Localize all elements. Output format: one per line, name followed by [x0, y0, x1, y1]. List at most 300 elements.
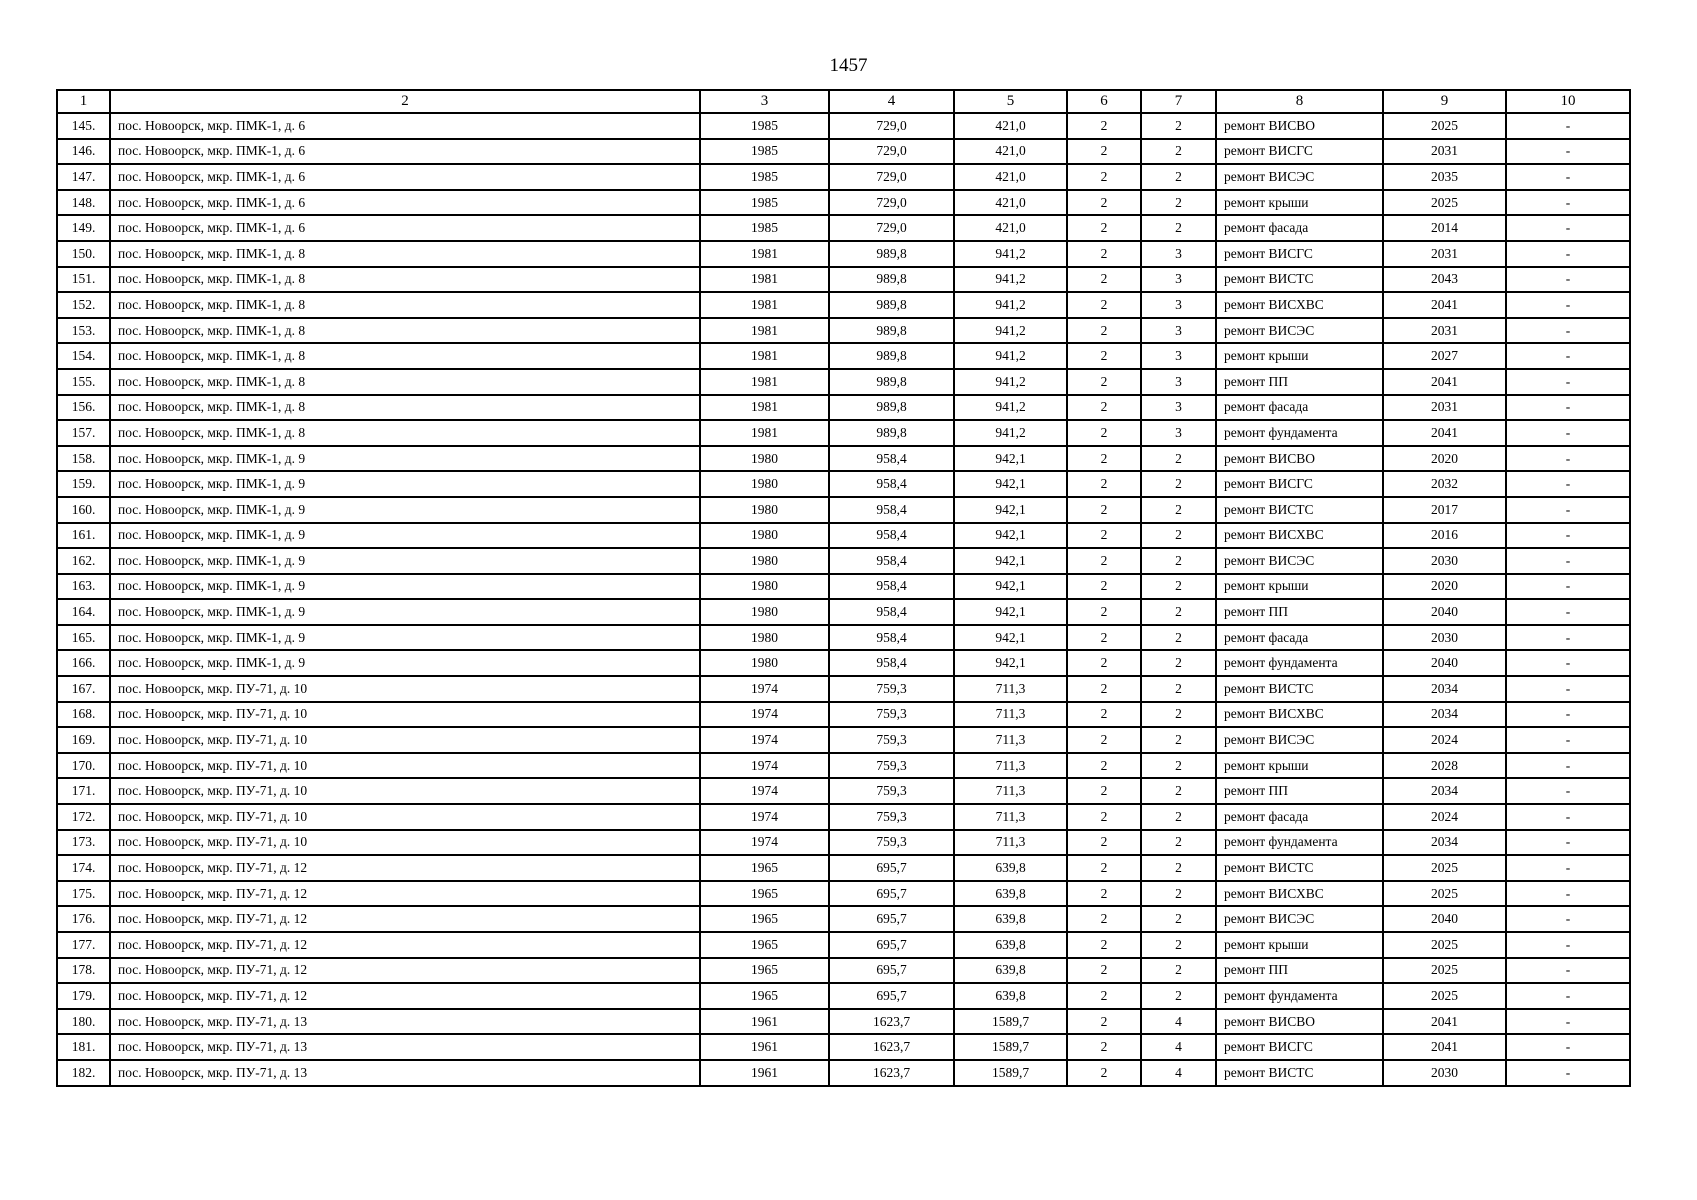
- col-9-cell: 2040: [1383, 650, 1506, 676]
- col-4-cell: 958,4: [829, 650, 954, 676]
- row-number-cell: 146.: [57, 139, 110, 165]
- row-number-cell: 173.: [57, 830, 110, 856]
- row-number-cell: 165.: [57, 625, 110, 651]
- col-5-cell: 421,0: [954, 190, 1067, 216]
- column-header-3: 3: [700, 90, 829, 113]
- col-10-cell: -: [1506, 343, 1630, 369]
- column-header-7: 7: [1141, 90, 1216, 113]
- work-type-cell: ремонт ВИСЭС: [1216, 548, 1383, 574]
- col-5-cell: 1589,7: [954, 1060, 1067, 1086]
- col-5-cell: 639,8: [954, 855, 1067, 881]
- col-4-cell: 958,4: [829, 523, 954, 549]
- work-type-cell: ремонт ВИСЭС: [1216, 164, 1383, 190]
- address-cell: пос. Новоорск, мкр. ПУ-71, д. 13: [110, 1060, 700, 1086]
- table-row: [57, 727, 1630, 753]
- column-header-1: 1: [57, 90, 110, 113]
- row-number-cell: 179.: [57, 983, 110, 1009]
- col-9-cell: 2041: [1383, 369, 1506, 395]
- col-9-cell: 2030: [1383, 1060, 1506, 1086]
- work-type-cell: ремонт фасада: [1216, 215, 1383, 241]
- row-number-cell: 161.: [57, 523, 110, 549]
- address-cell: пос. Новоорск, мкр. ПУ-71, д. 13: [110, 1009, 700, 1035]
- col-4-cell: 958,4: [829, 548, 954, 574]
- col-9-cell: 2041: [1383, 1009, 1506, 1035]
- col-5-cell: 711,3: [954, 830, 1067, 856]
- address-cell: пос. Новоорск, мкр. ПМК-1, д. 6: [110, 190, 700, 216]
- address-cell: пос. Новоорск, мкр. ПМК-1, д. 8: [110, 369, 700, 395]
- col-3-cell: 1981: [700, 369, 829, 395]
- col-5-cell: 711,3: [954, 676, 1067, 702]
- table-row: [57, 267, 1630, 293]
- row-number-cell: 178.: [57, 958, 110, 984]
- table-row: [57, 958, 1630, 984]
- col-6-cell: 2: [1067, 958, 1141, 984]
- col-6-cell: 2: [1067, 190, 1141, 216]
- address-cell: пос. Новоорск, мкр. ПУ-71, д. 10: [110, 830, 700, 856]
- col-10-cell: -: [1506, 650, 1630, 676]
- table-row: [57, 1009, 1630, 1035]
- table-row: [57, 855, 1630, 881]
- row-number-cell: 172.: [57, 804, 110, 830]
- work-type-cell: ремонт фундамента: [1216, 650, 1383, 676]
- address-cell: пос. Новоорск, мкр. ПМК-1, д. 8: [110, 292, 700, 318]
- row-number-cell: 174.: [57, 855, 110, 881]
- work-type-cell: ремонт ПП: [1216, 599, 1383, 625]
- table-row: [57, 702, 1630, 728]
- table-row: [57, 292, 1630, 318]
- col-4-cell: 729,0: [829, 113, 954, 139]
- col-5-cell: 421,0: [954, 139, 1067, 165]
- col-7-cell: 2: [1141, 804, 1216, 830]
- col-4-cell: 989,8: [829, 318, 954, 344]
- work-type-cell: ремонт ПП: [1216, 778, 1383, 804]
- col-7-cell: 4: [1141, 1009, 1216, 1035]
- col-5-cell: 941,2: [954, 241, 1067, 267]
- address-cell: пос. Новоорск, мкр. ПУ-71, д. 10: [110, 753, 700, 779]
- work-type-cell: ремонт фасада: [1216, 625, 1383, 651]
- table-row: [57, 983, 1630, 1009]
- col-6-cell: 2: [1067, 267, 1141, 293]
- col-6-cell: 2: [1067, 446, 1141, 472]
- work-type-cell: ремонт ВИСЭС: [1216, 906, 1383, 932]
- col-9-cell: 2014: [1383, 215, 1506, 241]
- col-5-cell: 639,8: [954, 932, 1067, 958]
- col-3-cell: 1981: [700, 343, 829, 369]
- row-number-cell: 162.: [57, 548, 110, 574]
- col-3-cell: 1980: [700, 471, 829, 497]
- col-9-cell: 2025: [1383, 190, 1506, 216]
- column-header-2: 2: [110, 90, 700, 113]
- table-row: [57, 190, 1630, 216]
- col-6-cell: 2: [1067, 932, 1141, 958]
- work-type-cell: ремонт крыши: [1216, 190, 1383, 216]
- col-5-cell: 421,0: [954, 113, 1067, 139]
- col-7-cell: 3: [1141, 267, 1216, 293]
- col-5-cell: 711,3: [954, 753, 1067, 779]
- col-7-cell: 2: [1141, 855, 1216, 881]
- col-6-cell: 2: [1067, 471, 1141, 497]
- col-7-cell: 2: [1141, 599, 1216, 625]
- col-10-cell: -: [1506, 804, 1630, 830]
- col-3-cell: 1985: [700, 215, 829, 241]
- table-row: [57, 113, 1630, 139]
- col-7-cell: 2: [1141, 702, 1216, 728]
- col-6-cell: 2: [1067, 113, 1141, 139]
- col-10-cell: -: [1506, 318, 1630, 344]
- col-4-cell: 958,4: [829, 599, 954, 625]
- page-number: 1457: [829, 55, 868, 76]
- col-3-cell: 1974: [700, 804, 829, 830]
- address-cell: пос. Новоорск, мкр. ПУ-71, д. 12: [110, 855, 700, 881]
- col-5-cell: 941,2: [954, 420, 1067, 446]
- col-3-cell: 1980: [700, 446, 829, 472]
- col-3-cell: 1974: [700, 753, 829, 779]
- col-9-cell: 2031: [1383, 241, 1506, 267]
- col-7-cell: 2: [1141, 523, 1216, 549]
- col-3-cell: 1974: [700, 676, 829, 702]
- col-6-cell: 2: [1067, 855, 1141, 881]
- col-7-cell: 2: [1141, 548, 1216, 574]
- col-6-cell: 2: [1067, 1009, 1141, 1035]
- table-row: [57, 753, 1630, 779]
- work-type-cell: ремонт крыши: [1216, 343, 1383, 369]
- col-4-cell: 695,7: [829, 932, 954, 958]
- row-number-cell: 149.: [57, 215, 110, 241]
- col-9-cell: 2025: [1383, 855, 1506, 881]
- col-10-cell: -: [1506, 983, 1630, 1009]
- col-9-cell: 2034: [1383, 830, 1506, 856]
- col-5-cell: 421,0: [954, 215, 1067, 241]
- col-7-cell: 3: [1141, 318, 1216, 344]
- col-3-cell: 1965: [700, 906, 829, 932]
- row-number-cell: 154.: [57, 343, 110, 369]
- col-7-cell: 2: [1141, 778, 1216, 804]
- col-7-cell: 2: [1141, 471, 1216, 497]
- col-5-cell: 639,8: [954, 983, 1067, 1009]
- col-10-cell: -: [1506, 906, 1630, 932]
- row-number-cell: 156.: [57, 395, 110, 421]
- col-10-cell: -: [1506, 267, 1630, 293]
- col-3-cell: 1965: [700, 881, 829, 907]
- col-9-cell: 2020: [1383, 574, 1506, 600]
- col-10-cell: -: [1506, 574, 1630, 600]
- col-6-cell: 2: [1067, 702, 1141, 728]
- col-7-cell: 2: [1141, 881, 1216, 907]
- work-type-cell: ремонт ВИСГС: [1216, 139, 1383, 165]
- col-10-cell: -: [1506, 164, 1630, 190]
- address-cell: пос. Новоорск, мкр. ПМК-1, д. 9: [110, 650, 700, 676]
- table-row: [57, 830, 1630, 856]
- col-4-cell: 759,3: [829, 753, 954, 779]
- row-number-cell: 155.: [57, 369, 110, 395]
- row-number-cell: 170.: [57, 753, 110, 779]
- col-7-cell: 3: [1141, 343, 1216, 369]
- col-9-cell: 2041: [1383, 292, 1506, 318]
- col-7-cell: 3: [1141, 292, 1216, 318]
- col-7-cell: 2: [1141, 753, 1216, 779]
- col-10-cell: -: [1506, 830, 1630, 856]
- col-3-cell: 1980: [700, 574, 829, 600]
- work-type-cell: ремонт ПП: [1216, 369, 1383, 395]
- col-4-cell: 989,8: [829, 267, 954, 293]
- work-type-cell: ремонт ВИСТС: [1216, 676, 1383, 702]
- address-cell: пос. Новоорск, мкр. ПМК-1, д. 9: [110, 548, 700, 574]
- col-5-cell: 941,2: [954, 292, 1067, 318]
- row-number-cell: 145.: [57, 113, 110, 139]
- work-type-cell: ремонт ВИСХВС: [1216, 881, 1383, 907]
- col-6-cell: 2: [1067, 369, 1141, 395]
- col-4-cell: 989,8: [829, 395, 954, 421]
- row-number-cell: 150.: [57, 241, 110, 267]
- address-cell: пос. Новоорск, мкр. ПМК-1, д. 8: [110, 420, 700, 446]
- col-10-cell: -: [1506, 676, 1630, 702]
- col-4-cell: 695,7: [829, 958, 954, 984]
- col-9-cell: 2032: [1383, 471, 1506, 497]
- col-6-cell: 2: [1067, 625, 1141, 651]
- col-4-cell: 729,0: [829, 164, 954, 190]
- col-7-cell: 2: [1141, 446, 1216, 472]
- work-type-cell: ремонт ВИСЭС: [1216, 318, 1383, 344]
- col-9-cell: 2041: [1383, 1034, 1506, 1060]
- col-4-cell: 958,4: [829, 574, 954, 600]
- col-4-cell: 958,4: [829, 497, 954, 523]
- table-row: [57, 446, 1630, 472]
- work-type-cell: ремонт фундамента: [1216, 420, 1383, 446]
- col-4-cell: 759,3: [829, 804, 954, 830]
- col-5-cell: 639,8: [954, 958, 1067, 984]
- col-6-cell: 2: [1067, 497, 1141, 523]
- col-5-cell: 942,1: [954, 650, 1067, 676]
- col-5-cell: 711,3: [954, 727, 1067, 753]
- col-10-cell: -: [1506, 523, 1630, 549]
- table-row: [57, 650, 1630, 676]
- col-3-cell: 1965: [700, 983, 829, 1009]
- address-cell: пос. Новоорск, мкр. ПУ-71, д. 12: [110, 906, 700, 932]
- col-4-cell: 729,0: [829, 215, 954, 241]
- col-9-cell: 2034: [1383, 702, 1506, 728]
- col-5-cell: 942,1: [954, 523, 1067, 549]
- col-3-cell: 1980: [700, 523, 829, 549]
- col-10-cell: -: [1506, 881, 1630, 907]
- column-header-8: 8: [1216, 90, 1383, 113]
- col-3-cell: 1965: [700, 958, 829, 984]
- col-7-cell: 2: [1141, 727, 1216, 753]
- col-4-cell: 989,8: [829, 369, 954, 395]
- col-4-cell: 989,8: [829, 292, 954, 318]
- col-9-cell: 2024: [1383, 727, 1506, 753]
- table-row: [57, 420, 1630, 446]
- col-10-cell: -: [1506, 446, 1630, 472]
- col-4-cell: 695,7: [829, 983, 954, 1009]
- column-header-5: 5: [954, 90, 1067, 113]
- row-number-cell: 148.: [57, 190, 110, 216]
- column-header-4: 4: [829, 90, 954, 113]
- row-number-cell: 157.: [57, 420, 110, 446]
- col-6-cell: 2: [1067, 881, 1141, 907]
- col-4-cell: 759,3: [829, 676, 954, 702]
- work-type-cell: ремонт ВИСГС: [1216, 241, 1383, 267]
- col-3-cell: 1981: [700, 267, 829, 293]
- row-number-cell: 160.: [57, 497, 110, 523]
- col-3-cell: 1981: [700, 420, 829, 446]
- col-9-cell: 2031: [1383, 395, 1506, 421]
- work-type-cell: ремонт фасада: [1216, 395, 1383, 421]
- row-number-cell: 182.: [57, 1060, 110, 1086]
- col-10-cell: -: [1506, 497, 1630, 523]
- col-6-cell: 2: [1067, 906, 1141, 932]
- col-3-cell: 1985: [700, 113, 829, 139]
- col-5-cell: 1589,7: [954, 1009, 1067, 1035]
- table-row: [57, 676, 1630, 702]
- col-7-cell: 2: [1141, 574, 1216, 600]
- col-9-cell: 2030: [1383, 625, 1506, 651]
- work-type-cell: ремонт ВИСЭС: [1216, 727, 1383, 753]
- table-row: [57, 318, 1630, 344]
- col-7-cell: 2: [1141, 139, 1216, 165]
- col-10-cell: -: [1506, 1009, 1630, 1035]
- col-3-cell: 1980: [700, 599, 829, 625]
- col-3-cell: 1980: [700, 650, 829, 676]
- work-type-cell: ремонт ВИСВО: [1216, 113, 1383, 139]
- work-type-cell: ремонт крыши: [1216, 753, 1383, 779]
- col-10-cell: -: [1506, 215, 1630, 241]
- col-5-cell: 941,2: [954, 318, 1067, 344]
- table-row: [57, 599, 1630, 625]
- row-number-cell: 166.: [57, 650, 110, 676]
- col-10-cell: -: [1506, 958, 1630, 984]
- col-4-cell: 759,3: [829, 778, 954, 804]
- col-6-cell: 2: [1067, 599, 1141, 625]
- col-3-cell: 1965: [700, 932, 829, 958]
- col-6-cell: 2: [1067, 241, 1141, 267]
- col-10-cell: -: [1506, 753, 1630, 779]
- col-4-cell: 958,4: [829, 446, 954, 472]
- col-6-cell: 2: [1067, 139, 1141, 165]
- address-cell: пос. Новоорск, мкр. ПУ-71, д. 12: [110, 881, 700, 907]
- col-10-cell: -: [1506, 1060, 1630, 1086]
- col-6-cell: 2: [1067, 727, 1141, 753]
- address-cell: пос. Новоорск, мкр. ПМК-1, д. 9: [110, 599, 700, 625]
- col-10-cell: -: [1506, 292, 1630, 318]
- col-4-cell: 695,7: [829, 906, 954, 932]
- col-3-cell: 1985: [700, 164, 829, 190]
- col-5-cell: 711,3: [954, 804, 1067, 830]
- col-10-cell: -: [1506, 932, 1630, 958]
- work-type-cell: ремонт ВИСВО: [1216, 1009, 1383, 1035]
- col-3-cell: 1974: [700, 778, 829, 804]
- table-row: [57, 932, 1630, 958]
- address-cell: пос. Новоорск, мкр. ПУ-71, д. 12: [110, 983, 700, 1009]
- table-row: [57, 881, 1630, 907]
- row-number-cell: 152.: [57, 292, 110, 318]
- address-cell: пос. Новоорск, мкр. ПМК-1, д. 8: [110, 395, 700, 421]
- col-5-cell: 639,8: [954, 906, 1067, 932]
- col-9-cell: 2028: [1383, 753, 1506, 779]
- row-number-cell: 147.: [57, 164, 110, 190]
- table-row: [57, 778, 1630, 804]
- col-6-cell: 2: [1067, 1060, 1141, 1086]
- col-7-cell: 2: [1141, 830, 1216, 856]
- col-3-cell: 1965: [700, 855, 829, 881]
- col-3-cell: 1961: [700, 1009, 829, 1035]
- table-row: [57, 574, 1630, 600]
- col-9-cell: 2040: [1383, 906, 1506, 932]
- col-6-cell: 2: [1067, 164, 1141, 190]
- address-cell: пос. Новоорск, мкр. ПМК-1, д. 6: [110, 164, 700, 190]
- work-type-cell: ремонт ВИСВО: [1216, 446, 1383, 472]
- row-number-cell: 176.: [57, 906, 110, 932]
- col-9-cell: 2025: [1383, 983, 1506, 1009]
- col-5-cell: 942,1: [954, 497, 1067, 523]
- col-7-cell: 4: [1141, 1034, 1216, 1060]
- address-cell: пос. Новоорск, мкр. ПМК-1, д. 6: [110, 139, 700, 165]
- col-10-cell: -: [1506, 471, 1630, 497]
- col-7-cell: 3: [1141, 420, 1216, 446]
- col-4-cell: 958,4: [829, 625, 954, 651]
- col-6-cell: 2: [1067, 395, 1141, 421]
- col-5-cell: 1589,7: [954, 1034, 1067, 1060]
- address-cell: пос. Новоорск, мкр. ПУ-71, д. 12: [110, 958, 700, 984]
- col-4-cell: 989,8: [829, 241, 954, 267]
- table-row: [57, 343, 1630, 369]
- work-type-cell: ремонт ВИСХВС: [1216, 702, 1383, 728]
- col-9-cell: 2034: [1383, 676, 1506, 702]
- col-3-cell: 1981: [700, 395, 829, 421]
- col-6-cell: 2: [1067, 523, 1141, 549]
- col-7-cell: 2: [1141, 932, 1216, 958]
- col-4-cell: 729,0: [829, 139, 954, 165]
- col-6-cell: 2: [1067, 548, 1141, 574]
- work-type-cell: ремонт ВИСХВС: [1216, 292, 1383, 318]
- col-4-cell: 958,4: [829, 471, 954, 497]
- col-10-cell: -: [1506, 625, 1630, 651]
- work-type-cell: ремонт крыши: [1216, 932, 1383, 958]
- col-4-cell: 759,3: [829, 830, 954, 856]
- col-7-cell: 3: [1141, 241, 1216, 267]
- col-6-cell: 2: [1067, 650, 1141, 676]
- data-table: [56, 89, 1631, 1087]
- address-cell: пос. Новоорск, мкр. ПМК-1, д. 8: [110, 267, 700, 293]
- col-3-cell: 1985: [700, 190, 829, 216]
- col-6-cell: 2: [1067, 983, 1141, 1009]
- col-9-cell: 2031: [1383, 139, 1506, 165]
- col-3-cell: 1961: [700, 1034, 829, 1060]
- col-7-cell: 2: [1141, 497, 1216, 523]
- col-9-cell: 2035: [1383, 164, 1506, 190]
- col-5-cell: 942,1: [954, 548, 1067, 574]
- col-10-cell: -: [1506, 420, 1630, 446]
- col-7-cell: 2: [1141, 958, 1216, 984]
- address-cell: пос. Новоорск, мкр. ПМК-1, д. 8: [110, 241, 700, 267]
- address-cell: пос. Новоорск, мкр. ПУ-71, д. 10: [110, 727, 700, 753]
- table-row: [57, 471, 1630, 497]
- col-10-cell: -: [1506, 599, 1630, 625]
- col-6-cell: 2: [1067, 215, 1141, 241]
- work-type-cell: ремонт ВИСТС: [1216, 855, 1383, 881]
- table-row: [57, 139, 1630, 165]
- col-5-cell: 941,2: [954, 267, 1067, 293]
- row-number-cell: 151.: [57, 267, 110, 293]
- col-6-cell: 2: [1067, 343, 1141, 369]
- column-header-9: 9: [1383, 90, 1506, 113]
- row-number-cell: 181.: [57, 1034, 110, 1060]
- table-row: [57, 804, 1630, 830]
- work-type-cell: ремонт ВИСТС: [1216, 1060, 1383, 1086]
- column-header-10: 10: [1506, 90, 1630, 113]
- table-row: [57, 523, 1630, 549]
- col-6-cell: 2: [1067, 574, 1141, 600]
- col-9-cell: 2017: [1383, 497, 1506, 523]
